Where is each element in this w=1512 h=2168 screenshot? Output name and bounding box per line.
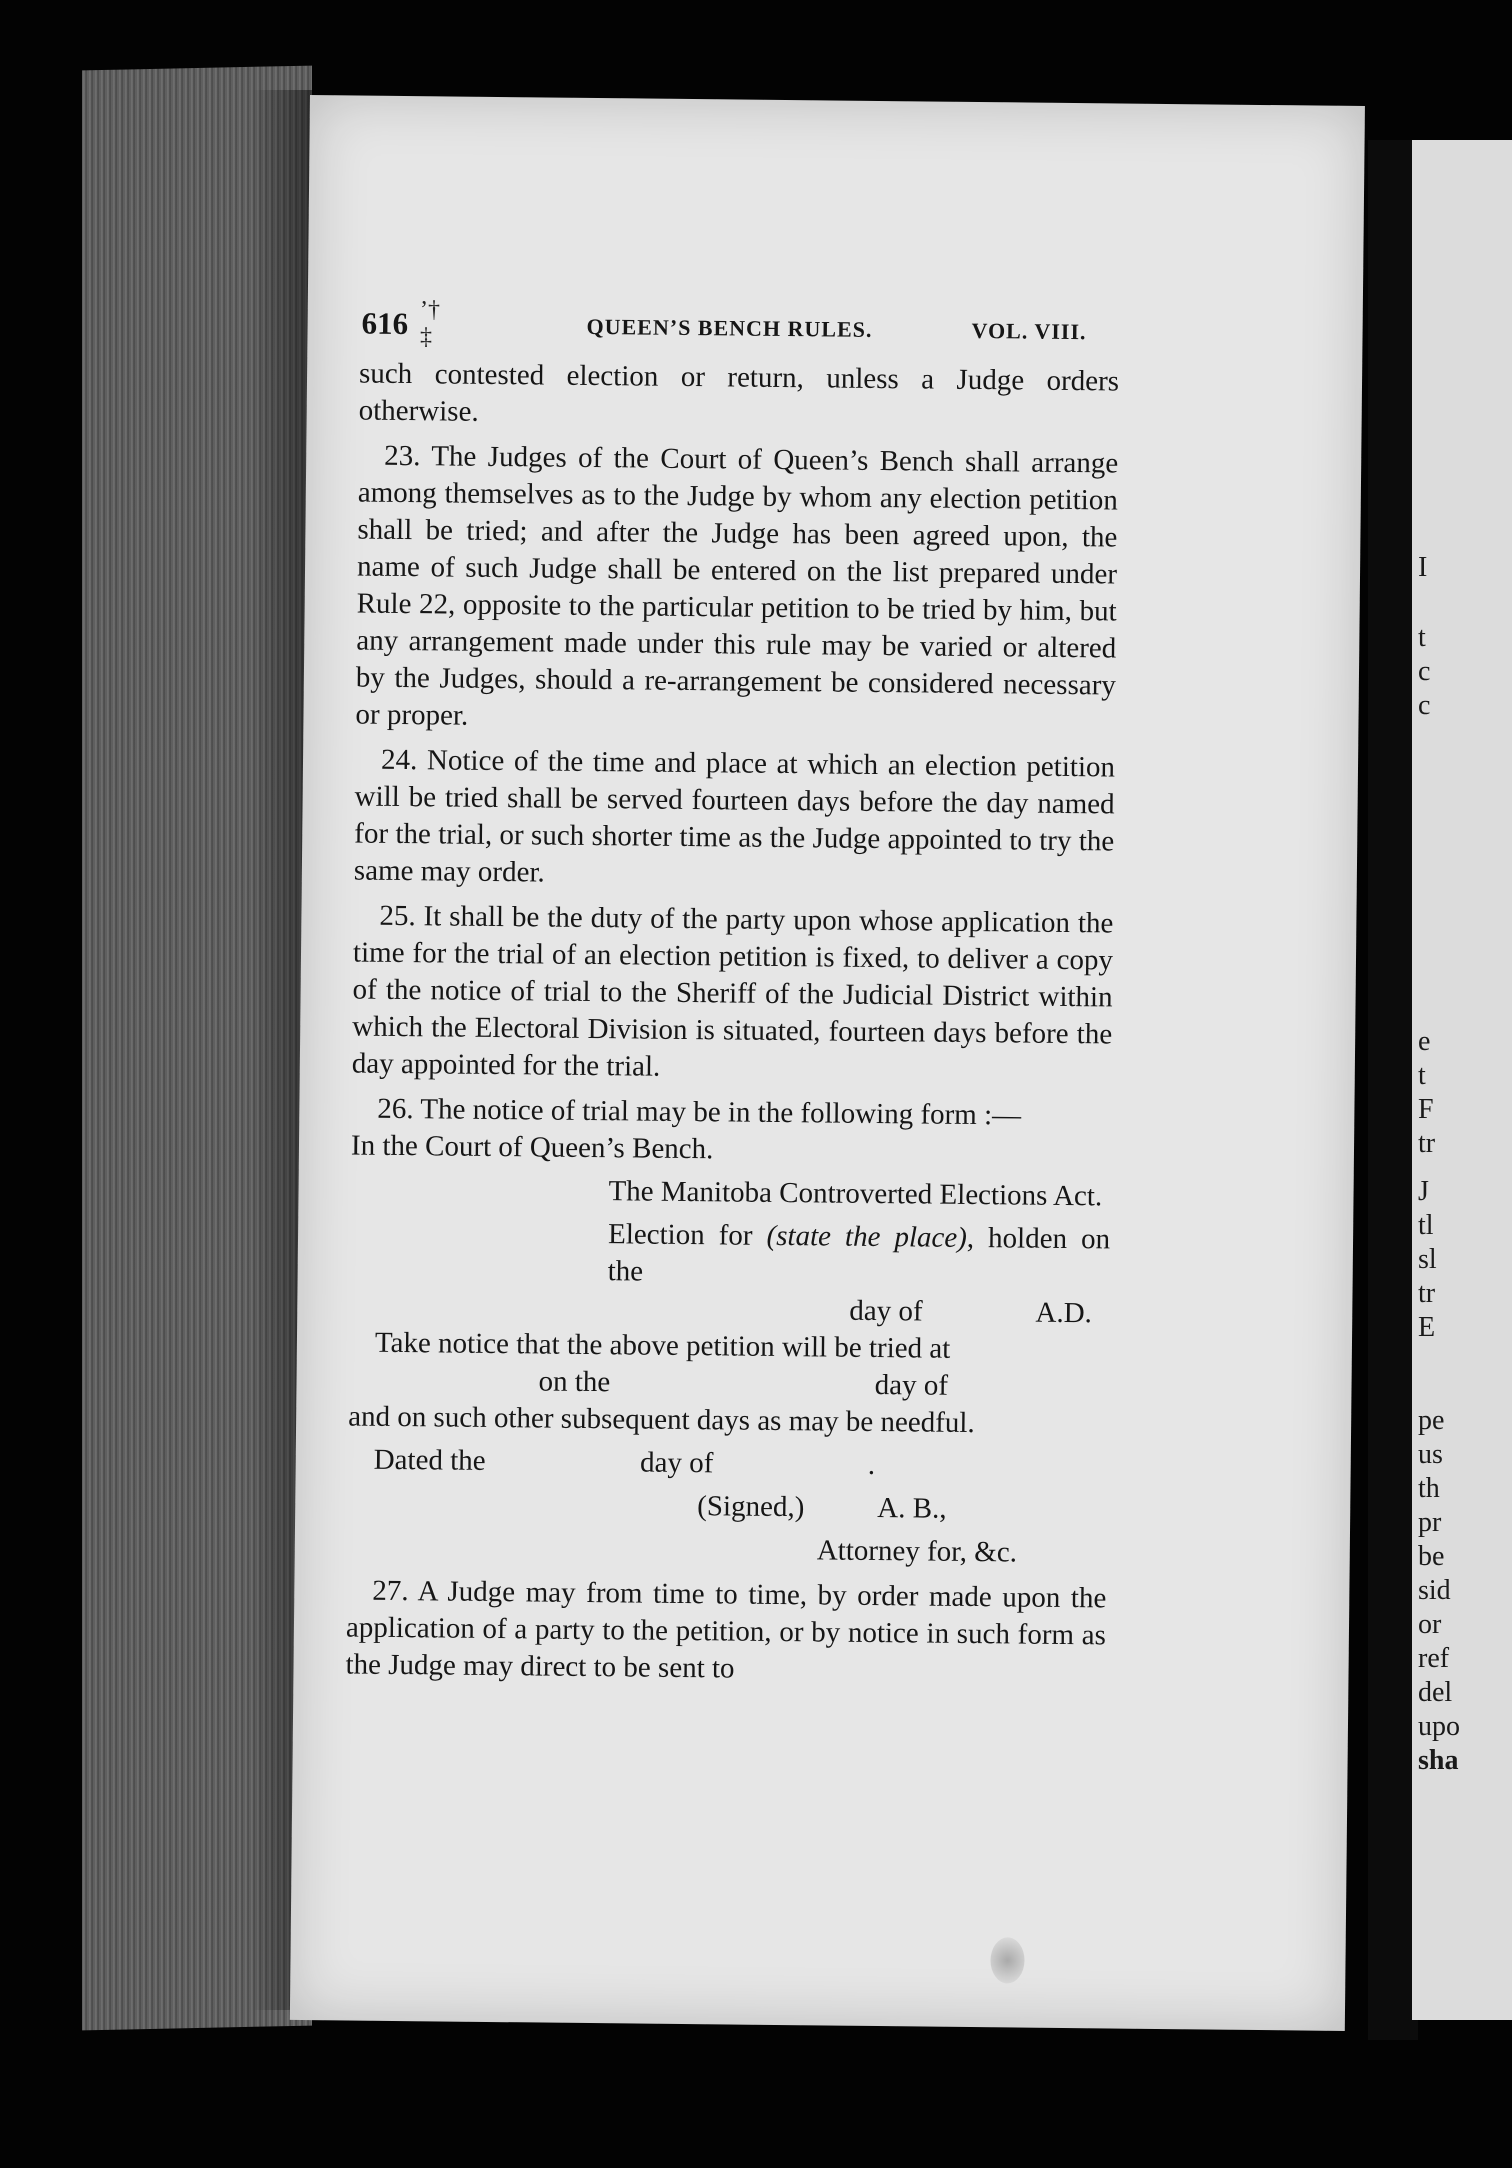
next-page-fragment: t [1418,1060,1426,1091]
next-page-fragment: del [1418,1677,1453,1708]
form-ad: A.D. [1035,1296,1093,1330]
form-on-the: on the [538,1365,611,1399]
margin-mark: ’† ‡ [420,297,440,350]
running-header [361,305,1122,345]
next-page-fragment: us [1418,1439,1443,1470]
next-page-edge [1412,140,1512,2020]
next-page-fragment: pe [1418,1405,1445,1436]
rule-24: 24. Notice of the time and place at which an election petition will be tried shall be served fourteen days before the day named for the trial, or such shorter time as the Judge appointed to try the same may order. [353,743,1116,889]
next-page-fragment: c [1418,656,1431,687]
next-page-fragment: sid [1418,1575,1451,1606]
form-election-suffix: , holden on the [607,1221,1111,1288]
volume-label: VOL. VIII. [971,317,1087,345]
next-page-fragment: tr [1418,1128,1436,1159]
form-dated-line [348,1441,1108,1486]
form-day-of-2: day of [874,1368,949,1402]
page [290,95,1365,2031]
next-page-fragment: F [1418,1094,1434,1125]
form-ab: A. B., [877,1492,947,1525]
next-page-fragment: e [1418,1026,1431,1057]
next-page-fragment: pr [1418,1507,1442,1538]
form-day-of: day of [849,1294,923,1328]
next-page-fragment: c [1418,690,1431,721]
next-page-fragment: sl [1418,1244,1437,1275]
page-number: 616 [361,305,409,342]
form-attorney: Attorney for, &c. [816,1534,1018,1569]
running-title: QUEEN’S BENCH RULES. [586,313,873,342]
next-page-fragment: be [1418,1541,1445,1572]
next-page-fragment: tl [1418,1210,1434,1241]
form-election-italic: (state the place) [766,1219,968,1254]
next-page-fragment: or [1418,1609,1442,1640]
next-page-fragment: J [1418,1176,1429,1207]
next-page-fragment: ref [1418,1643,1450,1674]
form-day-of-3: day of [639,1446,714,1480]
rule-26: 26. The notice of trial may be in the following form :— [377,1092,1022,1132]
carryover-text: such contested election or return, unless a Judge orders otherwise. [358,357,1120,428]
form-take-notice: Take notice that the above petition will be tried at [374,1326,951,1365]
next-page-fragment: t [1418,622,1426,653]
book-gutter [1368,140,1418,2040]
rule-23: 23. The Judges of the Court of Queen’s Bench shall arrange among themselves as to the Judge by whom any election petition shall be tried; and after the Judge has been agreed upon, the name of such Judge shall be entered on the list prepared under Rule 22, opposite to the particular petition to be tried by him, but any arrangement made under this rule may be varied or altered by the Judges, should a re-arrangement be considered necessary or proper. [355,439,1119,732]
rule-25: 25. It shall be the duty of the party upon whose application the time for the trial of an election petition is fixed, to deliver a copy of the notice of trial to the Sheriff of the Judicial District within which the Electoral Division is situated, fourteen days before the day appointed for the trial. [351,899,1114,1083]
form-dated-the: Dated the [373,1443,486,1477]
form-act: The Manitoba Controverted Elections Act. [608,1175,1103,1213]
form-subsequent: and on such other subsequent days as may be needful. [347,1400,975,1440]
form-election-prefix: Election for [607,1218,767,1252]
next-page-fragment: upo [1418,1711,1460,1742]
next-page-fragment: I [1418,552,1428,583]
form-court: In the Court of Queen’s Bench. [350,1129,714,1166]
page-body [345,356,1119,1692]
next-page-fragment: th [1418,1473,1440,1504]
next-page-fragment: tr [1418,1278,1436,1309]
form-dot: . [867,1448,876,1481]
form-signed: (Signed,) [697,1490,805,1524]
next-page-fragment: E [1418,1312,1436,1343]
form-election-line [350,1213,1111,1295]
next-page-fragment: sha [1418,1745,1459,1776]
ink-smudge [990,1937,1024,1983]
rule-27: 27. A Judge may from time to time, by order made upon the application of a party to the petition, or by notice in such form as the Judge may direct to be sent to [345,1574,1107,1685]
